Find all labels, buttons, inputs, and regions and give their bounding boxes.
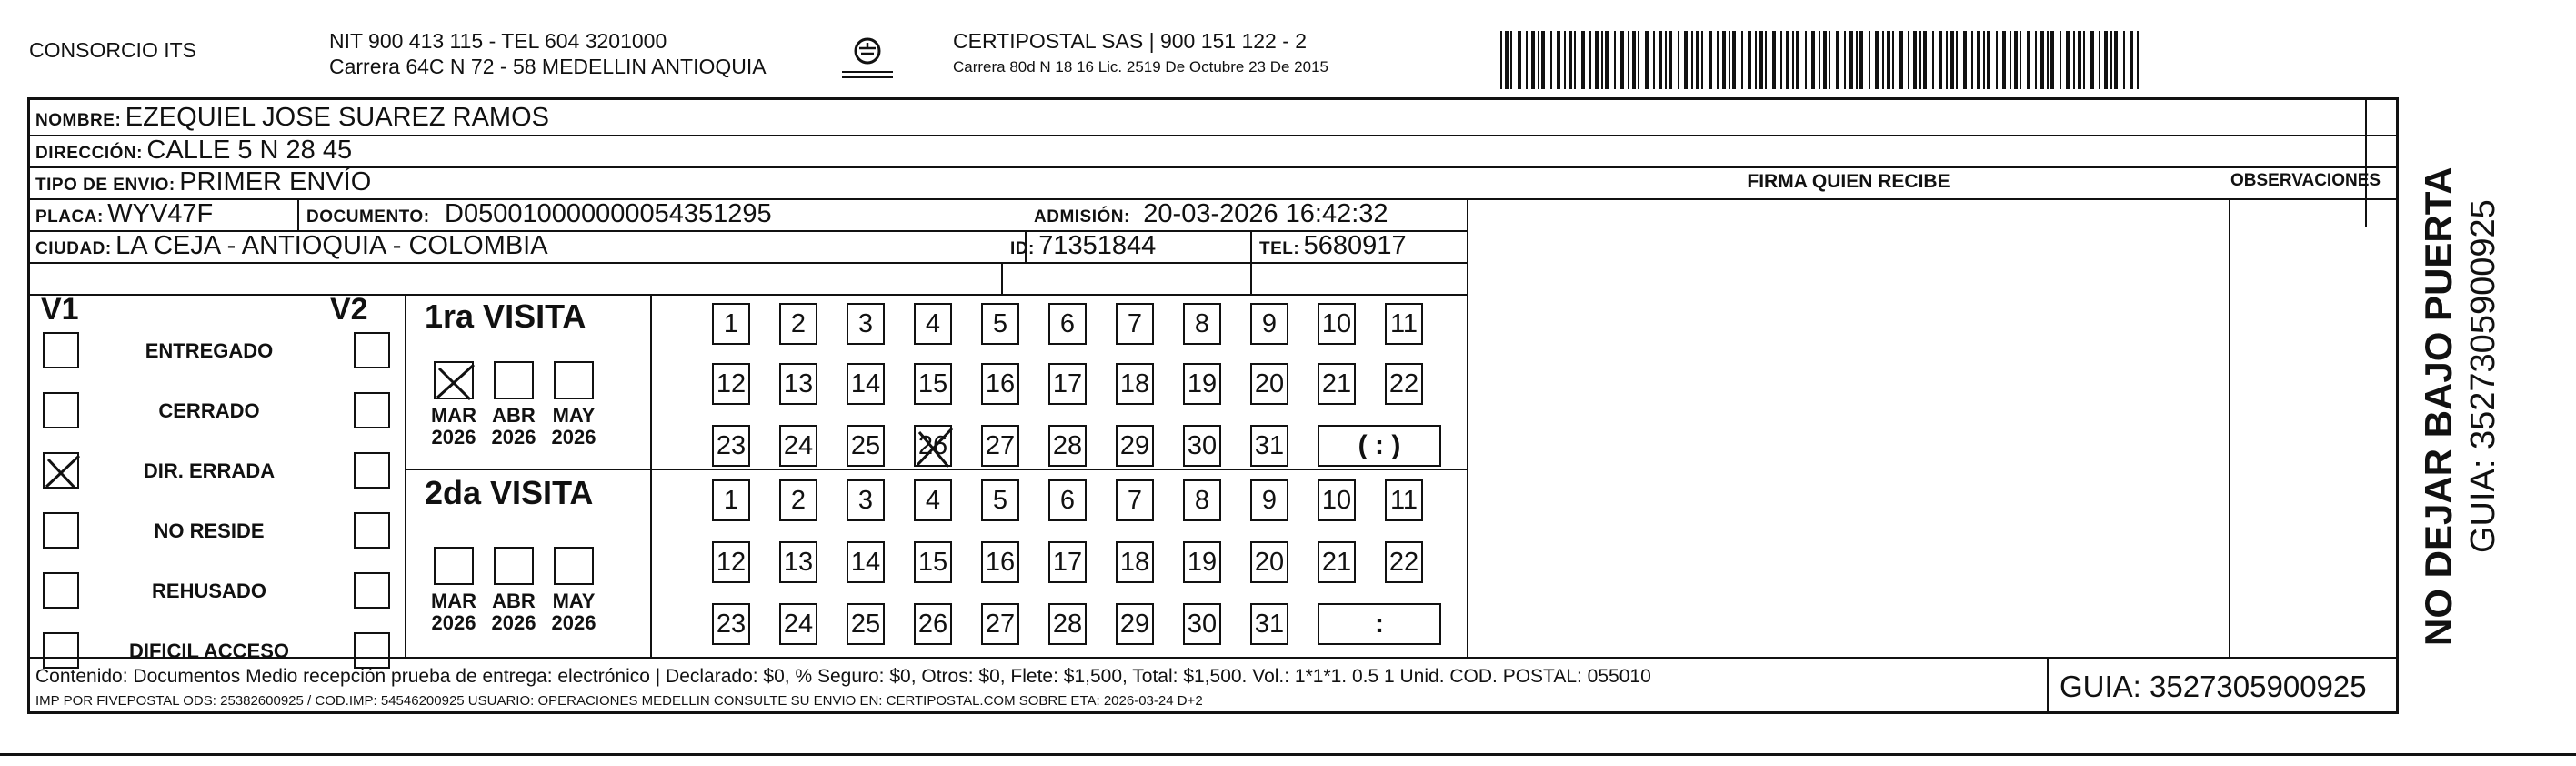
barcode-bar [2137,31,2139,89]
barcode-bar [2110,31,2112,89]
day-box-14[interactable]: 14 [847,363,885,405]
day-box-16[interactable]: 16 [981,363,1019,405]
tel-field [1259,230,1407,266]
day-box-30[interactable]: 30 [1183,603,1221,645]
barcode-bar [1755,31,1757,89]
barcode-bar [2130,31,2133,89]
day-box-4[interactable]: 4 [914,303,952,345]
barcode-bar [1977,31,1980,89]
v2-checkbox-rehusado[interactable] [354,572,390,609]
day-box-10[interactable]: 10 [1318,303,1356,345]
day-box-7[interactable]: 7 [1116,479,1154,521]
month-label-may [546,405,601,449]
barcode-bar [1701,31,1703,89]
tel-label: TEL: [1259,239,1300,258]
day-box-29[interactable]: 29 [1116,425,1154,467]
documento-value: D050010000000054351295 [445,199,772,228]
tipo-envio-value: PRIMER ENVÍO [179,167,372,197]
barcode-bar [1939,31,1942,89]
barcode-bar [1569,31,1572,89]
direccion-value: CALLE 5 N 28 45 [146,136,353,165]
barcode-bar [1772,31,1776,89]
barcode-bar [2047,31,2049,89]
barcode-bar [1601,31,1603,89]
v2-label: V2 [330,292,368,327]
day-box-6[interactable]: 6 [1048,303,1087,345]
admision-value: 20-03-2026 16:42:32 [1143,199,1388,228]
status-label-rehusado: REHUSADO [152,580,266,602]
ciudad-value: LA CEJA - ANTIOQUIA - COLOMBIA [115,231,548,260]
day-box-11[interactable]: 11 [1385,479,1423,521]
v2-checkbox-dir-errada[interactable] [354,452,390,489]
month-checkbox-may[interactable] [554,547,594,585]
v1-checkbox-no-reside[interactable] [43,512,79,549]
status-label-no-reside: NO RESIDE [154,519,265,542]
time-box[interactable]: ( : ) [1318,425,1441,467]
month-label-mar [426,405,481,449]
barcode-bar [1786,31,1789,89]
barcode-bar [1823,31,1827,89]
month-label-abr [486,590,541,634]
v1-checkbox-cerrado[interactable] [43,392,79,428]
day-box-13[interactable]: 13 [779,541,817,583]
barcode-bar [1518,31,1521,89]
day-box-24[interactable]: 24 [779,603,817,645]
status-label-entregado: ENTREGADO [145,339,274,362]
barcode-bar [1899,31,1903,89]
company-name: CONSORCIO ITS [29,38,197,62]
side-guia: GUIA: 3527305900925 [2464,199,2502,553]
placa-value: WYV47F [107,199,214,228]
day-box-27[interactable]: 27 [981,425,1019,467]
company-address: Carrera 64C N 72 - 58 MEDELLIN ANTIOQUIA [329,55,767,78]
barcode-bar [1805,31,1807,89]
barcode-bar [1908,31,1909,89]
barcode-bar [1653,31,1655,89]
barcode-bar [1983,31,1985,89]
ciudad-label: CIUDAD: [35,239,112,258]
barcode-bar [1541,31,1545,89]
barcode-bar [1748,31,1751,89]
admision-label: ADMISIÓN: [1034,207,1130,227]
day-box-24[interactable]: 24 [779,425,817,467]
day-box-9[interactable]: 9 [1250,303,1288,345]
barcode-bar [1595,31,1599,89]
day-box-10[interactable]: 10 [1318,479,1356,521]
v2-checkbox-cerrado[interactable] [354,392,390,428]
day-box-3[interactable]: 3 [847,303,885,345]
barcode-bar [1620,31,1624,89]
month-label-may [546,590,601,634]
day-box-16[interactable]: 16 [981,541,1019,583]
barcode-bar [2073,31,2075,89]
footer-guia: GUIA: 3527305900925 [2060,670,2367,703]
barcode-bar [2104,31,2108,89]
month-year: 2026 [491,426,536,449]
barcode-bar [2083,31,2085,89]
barcode-bar [1589,31,1591,89]
barcode-bar [1741,31,1743,89]
barcode-bar [2010,31,2011,89]
day-box-22[interactable]: 22 [1385,363,1423,405]
v1-checkbox-entregado[interactable] [43,332,79,368]
id-value: 71351844 [1038,231,1157,260]
day-box-25[interactable]: 25 [847,425,885,467]
day-box-21[interactable]: 21 [1318,541,1356,583]
observaciones-column-header: OBSERVACIONES [2230,171,2381,190]
month-name: ABR [492,404,536,427]
barcode-bar [1709,31,1712,89]
barcode-bar [1923,31,1927,89]
certipostal-logo [835,35,900,86]
day-box-30[interactable]: 30 [1183,425,1221,467]
barcode-bar [1500,31,1502,89]
barcode-bar [1696,31,1699,89]
day-box-23[interactable]: 23 [712,425,750,467]
day-box-20[interactable]: 20 [1250,541,1288,583]
direccion-field [35,135,352,170]
barcode-bar [1538,31,1539,89]
day-box-31[interactable]: 31 [1250,425,1288,467]
barcode-bar [1796,31,1799,89]
day-box-18[interactable]: 18 [1116,363,1154,405]
month-checkbox-may[interactable] [554,361,594,399]
month-year: 2026 [551,611,596,634]
barcode-bar [1684,31,1688,89]
barcode-bar [1856,31,1858,89]
barcode-bar [2114,31,2118,89]
visit-title: 2da VISITA [425,474,594,511]
day-box-15[interactable]: 15 [914,363,952,405]
day-box-1[interactable]: 1 [712,303,750,345]
barcode-bar [1932,31,1934,89]
barcode-bar [1531,31,1535,89]
barcode-bar [1946,31,1948,89]
placa-field [35,198,213,234]
day-box-8[interactable]: 8 [1183,303,1221,345]
nombre-label: NOMBRE: [35,111,122,130]
barcode-bar [1678,31,1679,89]
day-box-21[interactable]: 21 [1318,363,1356,405]
carrier-license: Carrera 80d N 18 16 Lic. 2519 De Octubre 23 De 2015 [953,58,1328,76]
firma-column-header: FIRMA QUIEN RECIBE [1747,171,1950,192]
barcode [1500,31,2146,89]
day-box-26[interactable]: 26 [914,603,952,645]
day-box-12[interactable]: 12 [712,541,750,583]
carrier-name: CERTIPOSTAL SAS | 900 151 122 - 2 [953,29,1308,53]
v2-checkbox-entregado[interactable] [354,332,390,368]
barcode-bar [1732,31,1736,89]
barcode-bar [1765,31,1767,89]
barcode-bar [1792,31,1794,89]
day-box-17[interactable]: 17 [1048,541,1087,583]
barcode-bar [1659,31,1662,89]
barcode-bar [1691,31,1693,89]
barcode-bar [1919,31,1921,89]
nombre-field [35,102,549,137]
month-year: 2026 [431,611,476,634]
visit-title: 1ra VISITA [425,297,586,335]
company-nit: NIT 900 413 115 - TEL 604 3201000 [329,29,667,53]
day-box-18[interactable]: 18 [1116,541,1154,583]
id-field [1010,230,1156,266]
time-box[interactable]: : [1318,603,1441,645]
direccion-label: DIRECCIÓN: [35,144,143,163]
barcode-bar [1819,31,1820,89]
barcode-bar [1628,31,1629,89]
second-visit-block [406,470,1467,657]
barcode-bar [1729,31,1730,89]
barcode-bar [1849,31,1853,89]
barcode-bar [2002,31,2006,89]
barcode-bar [1510,31,1512,89]
barcode-bar [1950,31,1954,89]
barcode-bar [2050,31,2054,89]
barcode-bar [1892,31,1894,89]
month-year: 2026 [551,426,596,449]
day-box-23[interactable]: 23 [712,603,750,645]
barcode-bar [1632,31,1636,89]
day-box-2[interactable]: 2 [779,303,817,345]
side-warning: NO DEJAR BAJO PUERTA [2417,166,2460,646]
day-box-22[interactable]: 22 [1385,541,1423,583]
day-box-27[interactable]: 27 [981,603,1019,645]
barcode-bar [1971,31,1973,89]
day-box-28[interactable]: 28 [1048,425,1087,467]
guide-form [27,97,2399,714]
id-label: ID: [1010,239,1035,258]
day-box-2[interactable]: 2 [779,479,817,521]
barcode-bar [1614,31,1616,89]
tipo-envio-field [35,166,371,202]
day-box-25[interactable]: 25 [847,603,885,645]
day-box-15[interactable]: 15 [914,541,952,583]
month-checkbox-mar[interactable] [434,361,474,399]
barcode-bar [1996,31,1998,89]
barcode-bar [2099,31,2100,89]
barcode-bar [1581,31,1585,89]
barcode-bar [2066,31,2070,89]
status-label-cerrado: CERRADO [158,399,260,422]
barcode-bar [1987,31,1990,89]
barcode-bar [1717,31,1719,89]
status-label-dir-errada: DIR. ERRADA [143,459,276,482]
barcode-bar [2060,31,2061,89]
day-box-5[interactable]: 5 [981,303,1019,345]
barcode-bar [2020,31,2021,89]
barcode-bar [1605,31,1609,89]
day-box-31[interactable]: 31 [1250,603,1288,645]
day-box-1[interactable]: 1 [712,479,750,521]
barcode-bar [1557,31,1560,89]
nombre-value: EZEQUIEL JOSE SUAREZ RAMOS [125,103,549,132]
barcode-bar [1759,31,1763,89]
month-checkbox-abr[interactable] [494,361,534,399]
ciudad-field [35,230,548,266]
month-name: MAR [430,590,477,612]
status-block [30,292,405,662]
v1-checkbox-rehusado[interactable] [43,572,79,609]
day-box-28[interactable]: 28 [1048,603,1087,645]
barcode-bar [1887,31,1890,89]
barcode-bar [1963,31,1967,89]
day-box-19[interactable]: 19 [1183,363,1221,405]
month-name: MAY [552,404,596,427]
barcode-bar [1564,31,1566,89]
day-box-19[interactable]: 19 [1183,541,1221,583]
v2-checkbox-no-reside[interactable] [354,512,390,549]
barcode-bar [1882,31,1884,89]
v2-checkbox-dificil-acceso[interactable] [354,632,390,669]
barcode-bar [1844,31,1846,89]
barcode-bar [1669,31,1672,89]
barcode-bar [2027,31,2030,89]
cross-mark-icon [916,427,954,469]
barcode-bar [1780,31,1782,89]
footer-contenido: Contenido: Documentos Medio recepción prueba de entrega: electrónico | Declarado: $0, % Seguro: $0, Otros: $0, Flete: $1,500, Total: $1,500. Vol.: 1*1*1. 0.5 1 Unid. COD. POSTAL: 055010 [35,666,1651,687]
day-box-4[interactable]: 4 [914,479,952,521]
tel-value: 5680917 [1303,231,1407,260]
observations-area[interactable] [2230,200,2394,655]
day-box-11[interactable]: 11 [1385,303,1423,345]
month-name: MAY [552,590,596,612]
month-name: ABR [492,590,536,612]
day-box-17[interactable]: 17 [1048,363,1087,405]
v1-checkbox-dificil-acceso[interactable] [43,632,79,669]
day-box-8[interactable]: 8 [1183,479,1221,521]
barcode-bar [1645,31,1649,89]
barcode-bar [1665,31,1667,89]
barcode-bar [2090,31,2094,89]
month-year: 2026 [491,611,536,634]
barcode-bar [1526,31,1528,89]
day-box-12[interactable]: 12 [712,363,750,405]
documento-label: DOCUMENTO: [306,207,430,227]
day-box-7[interactable]: 7 [1116,303,1154,345]
v1-checkbox-dir-errada[interactable] [43,452,79,489]
barcode-bar [1836,31,1839,89]
placa-label: PLACA: [35,207,104,227]
day-box-13[interactable]: 13 [779,363,817,405]
documento-field [306,198,772,234]
barcode-bar [1550,31,1552,89]
barcode-bar [1722,31,1726,89]
barcode-bar [1869,31,1870,89]
barcode-bar [1859,31,1863,89]
month-label-mar [426,590,481,634]
footer-imp: IMP POR FIVEPOSTAL ODS: 25382600925 / COD.IMP: 54546200925 USUARIO: OPERACIONES MEDELLIN CONSULTE SU ENVIO EN: CERTIPOSTAL.COM SOBRE ETA: 2026-03-24 D+2 [35,693,1203,709]
tipo-envio-label: TIPO DE ENVIO: [35,176,175,195]
barcode-bar [1829,31,1830,89]
barcode-bar [2078,31,2081,89]
barcode-icon [1500,31,2146,89]
v1-label: V1 [41,292,79,327]
month-label-abr [486,405,541,449]
day-box-9[interactable]: 9 [1250,479,1288,521]
admision-field [1034,198,1388,234]
page-bottom-rule [0,753,2576,756]
barcode-bar [1505,31,1509,89]
barcode-bar [1956,31,1958,89]
status-label-dificil-acceso: DIFICIL ACCESO [128,640,289,662]
barcode-bar [2040,31,2044,89]
month-name: MAR [430,404,477,427]
month-year: 2026 [431,426,476,449]
day-box-3[interactable]: 3 [847,479,885,521]
day-box-26[interactable]: 26 [914,425,952,467]
cross-mark-icon [45,454,81,490]
barcode-bar [2123,31,2125,89]
barcode-bar [1574,31,1576,89]
barcode-bar [2035,31,2037,89]
certipostal-logo-icon [835,35,900,86]
signature-area[interactable] [1468,200,2229,655]
cross-mark-icon [436,363,476,401]
month-checkbox-mar[interactable] [434,547,474,585]
barcode-bar [2014,31,2018,89]
day-box-14[interactable]: 14 [847,541,885,583]
day-box-5[interactable]: 5 [981,479,1019,521]
first-visit-block [406,294,1467,469]
barcode-bar [1875,31,1879,89]
day-box-29[interactable]: 29 [1116,603,1154,645]
barcode-bar [1811,31,1815,89]
barcode-bar [1913,31,1917,89]
day-box-6[interactable]: 6 [1048,479,1087,521]
day-box-20[interactable]: 20 [1250,363,1288,405]
barcode-bar [1638,31,1639,89]
month-checkbox-abr[interactable] [494,547,534,585]
